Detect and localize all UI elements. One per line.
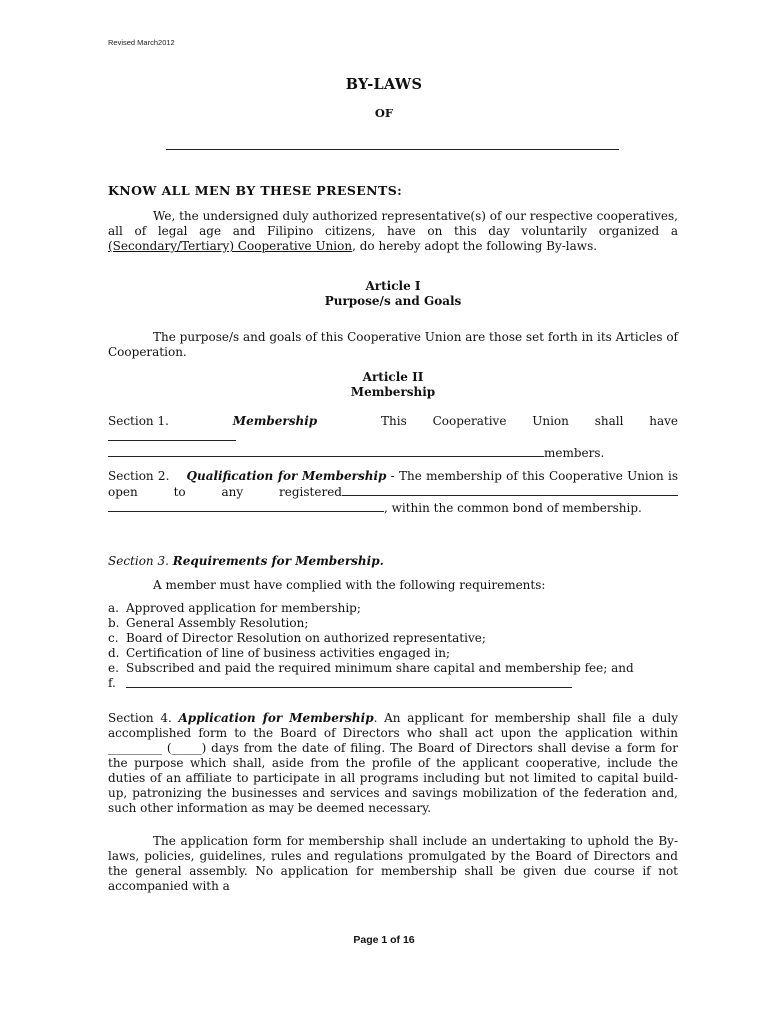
section-2-blank-b [108,500,384,512]
article-1-name: Purpose/s and Goals [324,294,462,308]
section-4-label: Section 4. [108,711,172,725]
days-number-blank: _____ [171,741,202,755]
document-title: BY-LAWS [345,76,423,93]
intro-text-1: We, the undersigned duly authorized representative(s) of our respective cooperatives, all of legal age and Filipino citizens, have on this day voluntarily organized a [108,209,678,238]
cooperative-name-blank [166,149,619,150]
list-item: f. [108,676,678,692]
list-item: b. General Assembly Resolution; [108,616,309,630]
days-blank: _________ [108,741,162,755]
section-2-text: - The membership of this Cooperative Union is open to any registered [108,469,678,499]
list-item: d. Certification of line of business activities engaged in; [108,646,451,660]
article-1-text: The purpose/s and goals of this Cooperative Union are those set forth in its Articles of Cooperation. [108,330,678,359]
section-1-blank-a [108,429,236,441]
intro-text-2: , do hereby adopt the following By-laws. [352,239,598,253]
page-number: Page 1 of 16 [353,934,415,946]
union-type-field: (Secondary/Tertiary) Cooperative Union [108,239,353,253]
section-2 [108,469,678,516]
requirements-list [108,601,678,692]
revision-header: Revised March2012 [108,38,175,47]
article-2-number: Article II [362,370,424,384]
item-f-blank [126,676,572,688]
section-4-paragraph-2: The application form for membership shall include an undertaking to uphold the By-laws, policies, guidelines, rules and regulations promulgated by the Board of Directors and the general assembly. No application for membership shall be given due course if not accompanied with a [108,834,678,893]
article-2-name: Membership [350,385,436,399]
section-4-title: Application for Membership [178,711,374,725]
intro-paragraph [108,209,678,254]
section-3-title: Requirements for Membership. [172,554,384,568]
section-1-title: Membership [232,414,318,428]
list-item: a. Approved application for membership; [108,601,361,615]
section-1-text: This Cooperative Union shall have [381,414,678,428]
section-4-text-a: . An applicant for membership shall file a duly accomplished form to the Board of Directors who shall act upon the application within [108,711,679,740]
section-2-title: Qualification for Membership [186,469,387,483]
section-2-label: Section 2. [108,469,170,483]
section-1-members: members. [544,446,605,460]
list-item: e. Subscribed and paid the required minimum share capital and membership fee; and [108,661,634,675]
know-all-heading: KNOW ALL MEN BY THESE PRESENTS: [108,183,403,198]
article-1-number: Article I [365,279,421,293]
section-3-label: Section 3. [108,554,169,568]
section-2-blank-a [342,484,678,496]
section-3-lead: A member must have complied with the following requirements: [153,578,546,592]
document-subtitle: OF [374,106,394,120]
section-1-label: Section 1. [108,414,169,428]
section-3-heading [108,554,678,569]
section-1-blank-b [108,445,544,457]
section-2-tail: , within the common bond of membership. [384,501,642,515]
section-4-text-b: ) days from the date of filing. The Board of Directors shall devise a form for the purpose which shall, aside from the profile of the applicant cooperative, include the duties of an affiliate to participate in all programs including but not limited to capital build-up, patronizing the businesses and services and savings mobilization of the federation and, such other information as may be deemed necessary. [108,741,678,815]
list-item: c. Board of Director Resolution on authorized representative; [108,631,486,645]
section-4: Section 4. Application for Membership. An applicant for membership shall file a duly accomplished form to the Board of Directors who shall act upon the application within _________ (_____) days from the date of filing. The Board of Directors shall devise a form for the purpose which shall, aside from the profile of the applicant cooperative, include the duties of an affiliate to participate in all programs including but not limited to capital build-up, patronizing the businesses and services and savings mobilization of the federation and, such other information as may be deemed necessary. [108,711,679,815]
section-1 [108,414,678,461]
